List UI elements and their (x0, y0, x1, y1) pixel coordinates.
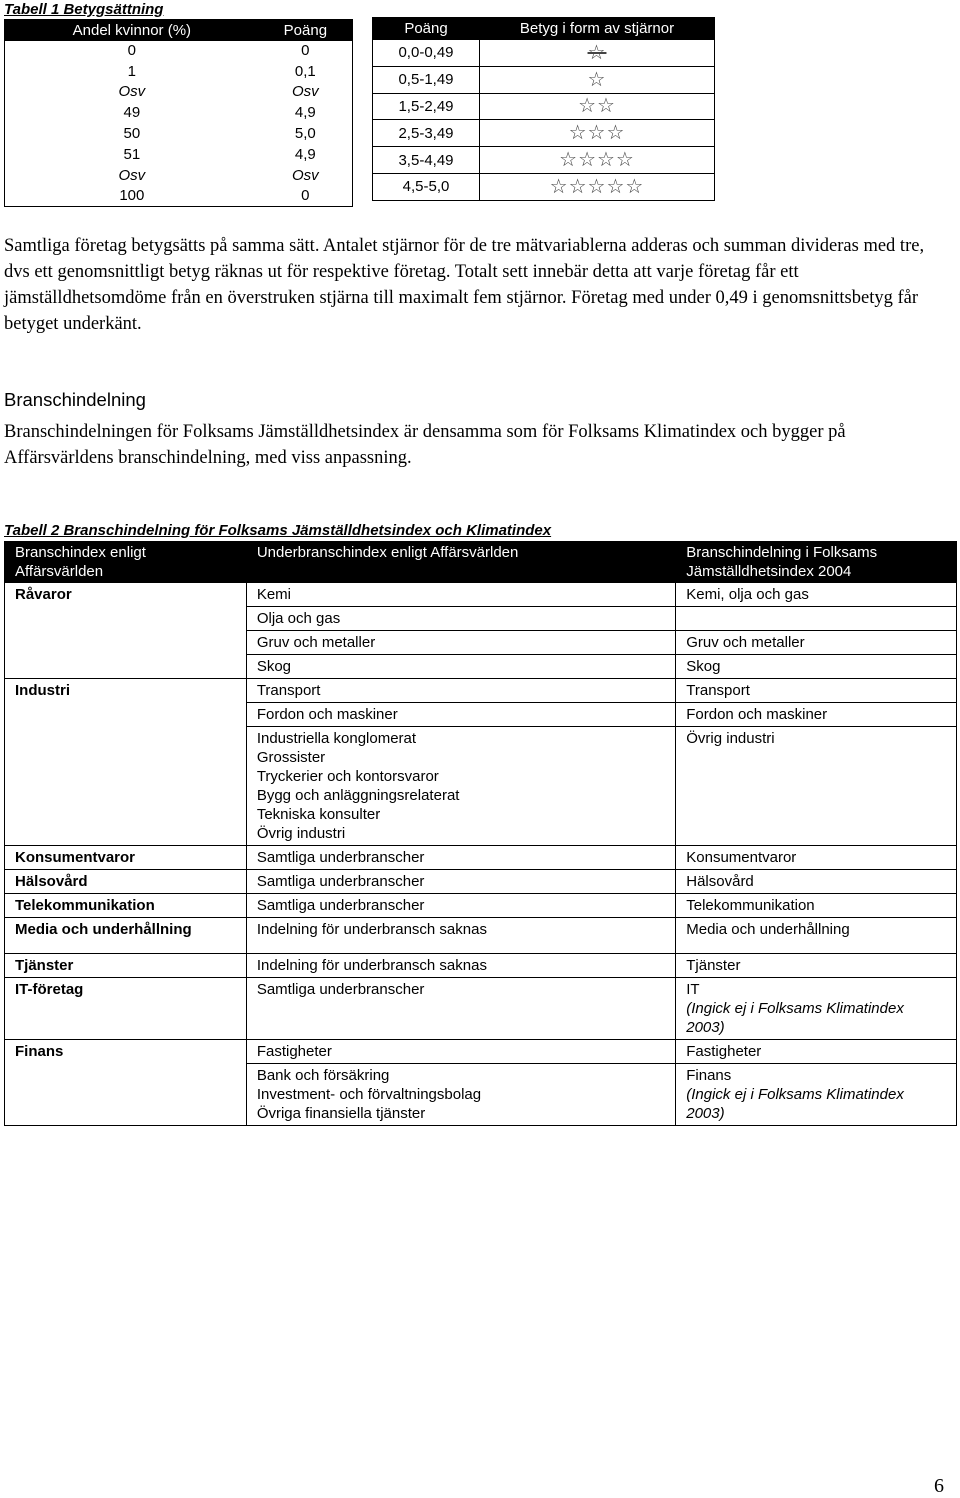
grading-points-table (4, 19, 353, 207)
cell: Skog (246, 655, 675, 679)
cell: Hälsovård (5, 870, 247, 894)
table-row (5, 978, 957, 1040)
section-heading: Branschindelning (4, 389, 146, 410)
column-header: Branschindelning i Folksams Jämställdhetsindex 2004 (676, 542, 957, 583)
cell: Samtliga underbranscher (246, 870, 675, 894)
cell: Media och underhållning (5, 918, 247, 954)
note-text: (Ingick ej i Folksams Klimatindex 2003) (686, 1086, 904, 1122)
star-icon: ☆☆☆ (480, 120, 715, 147)
cell: Skog (676, 655, 957, 679)
struck-star-icon: ☆ (587, 41, 607, 64)
cell (5, 607, 247, 631)
cell: Samtliga underbranscher (246, 846, 675, 870)
cell: 0 (127, 41, 137, 59)
cell: 1,5-2,49 (373, 93, 480, 120)
cell: Osv (292, 83, 319, 101)
cell: IT-företag (5, 978, 247, 1040)
column-header: Poäng (259, 20, 353, 41)
star-icon: ☆☆☆☆☆ (480, 173, 715, 200)
cell: 51 (123, 145, 141, 163)
cell: 4,9 (294, 145, 316, 163)
cell: Finans (5, 1040, 247, 1064)
cell: Industriella konglomerat Grossister Tryckerier och kontorsvaror Bygg och anläggningsrelaterat Tekniska konsulter Övrig industri (246, 727, 675, 846)
cell: Gruv och metaller (676, 631, 957, 655)
cell: Transport (246, 679, 675, 703)
cell: Telekommunikation (5, 894, 247, 918)
table-row (5, 703, 957, 727)
table-row (373, 147, 715, 174)
cell: Indelning för underbransch saknas (246, 954, 675, 978)
note-text: (Ingick ej i Folksams Klimatindex 2003) (686, 1000, 904, 1036)
table-row (5, 846, 957, 870)
cell: Bank och försäkring Investment- och förvaltningsbolag Övriga finansiella tjänster (246, 1064, 675, 1126)
cell (5, 631, 247, 655)
table-row (5, 144, 353, 165)
cell: Industri (5, 679, 247, 703)
cell (5, 727, 247, 846)
star-icon: ☆☆ (480, 93, 715, 120)
cell: 49 (123, 104, 141, 122)
table-row (5, 165, 353, 186)
cell: 0 (301, 187, 310, 205)
cell: 3,5-4,49 (373, 147, 480, 174)
column-header: Andel kvinnor (%) (5, 20, 259, 41)
table-row (5, 1064, 957, 1126)
cell: 50 (123, 125, 141, 143)
table1-title: Tabell 1 Betygsättning (4, 1, 164, 18)
table-row (5, 82, 353, 103)
table-row (5, 894, 957, 918)
cell: 2,5-3,49 (373, 120, 480, 147)
table-row (373, 120, 715, 147)
table-row (5, 679, 957, 703)
body-paragraph: Branschindelningen för Folksams Jämställdhetsindex är densamma som för Folksams Klimatindex och bygger på Affärsvärldens branschindelning, med viss anpassning. (4, 422, 846, 468)
cell: Övrig industri (676, 727, 957, 846)
cell: Fordon och maskiner (676, 703, 957, 727)
cell: 4,9 (294, 104, 316, 122)
cell: Fordon och maskiner (246, 703, 675, 727)
cell (5, 655, 247, 679)
page-number: 6 (934, 1475, 944, 1497)
star-icon: ☆☆☆☆ (480, 147, 715, 174)
star-icon: ☆ (480, 66, 715, 93)
column-header: Betyg i form av stjärnor (480, 18, 715, 40)
cell: Konsumentvaror (5, 846, 247, 870)
cell: Transport (676, 679, 957, 703)
cell: Fastigheter (676, 1040, 957, 1064)
industry-classification-table (4, 541, 957, 1126)
body-paragraph: Samtliga företag betygsätts på samma sätt. Antalet stjärnor för de tre mätvariablerna adderas och summan divideras med tre, dvs ett genomsnittligt betyg räknas ut för respektive företag. Totalt sett innebär detta att varje företag får ett jämställdhetsomdöme från en överstruken stjärna till maximalt fem stjärnor. Företag med under 0,49 i genomsnittsbetyg får betyget underkänt. (4, 236, 925, 334)
cell: 0,5-1,49 (373, 66, 480, 93)
table-row (5, 124, 353, 145)
cell (676, 978, 957, 1040)
table-row (373, 173, 715, 200)
cell-text: IT (686, 981, 700, 998)
cell: Konsumentvaror (676, 846, 957, 870)
star-rating-table (372, 17, 715, 201)
cell: Fastigheter (246, 1040, 675, 1064)
table-row (5, 655, 957, 679)
table-row (5, 41, 353, 62)
table-row (5, 631, 957, 655)
cell: Osv (118, 166, 146, 184)
table-row (5, 870, 957, 894)
table-row (373, 66, 715, 93)
cell-text: Finans (686, 1067, 732, 1084)
cell: Tjänster (676, 954, 957, 978)
star-icon (480, 40, 715, 67)
cell (676, 1064, 957, 1126)
cell: 0,0-0,49 (373, 40, 480, 67)
cell: 0 (301, 41, 310, 59)
table-row (5, 583, 957, 607)
table-row (5, 954, 957, 978)
cell: 0,1 (294, 62, 316, 80)
cell: 100 (119, 187, 145, 205)
cell: Kemi (246, 583, 675, 607)
column-header: Branschindex enligt Affärsvärlden (5, 542, 247, 583)
table-row (5, 186, 353, 207)
cell: Tjänster (5, 954, 247, 978)
column-header: Underbranschindex enligt Affärsvärlden (246, 542, 675, 583)
column-header: Poäng (373, 18, 480, 40)
cell: 4,5-5,0 (373, 173, 480, 200)
table-row (373, 93, 715, 120)
table-row (5, 607, 957, 631)
cell: Media och underhållning (676, 918, 957, 954)
cell (5, 703, 247, 727)
table-row (5, 103, 353, 124)
table-row (5, 727, 957, 846)
cell: 1 (127, 62, 137, 80)
cell: Indelning för underbransch saknas (246, 918, 675, 954)
cell: Råvaror (5, 583, 247, 607)
cell: Samtliga underbranscher (246, 894, 675, 918)
table-row (5, 918, 957, 954)
table-row (5, 1040, 957, 1064)
cell: 5,0 (294, 125, 316, 143)
cell (676, 607, 957, 631)
cell: Kemi, olja och gas (686, 586, 809, 603)
cell: Osv (118, 83, 146, 101)
table2-title: Tabell 2 Branschindelning för Folksams Jämställdhetsindex och Klimatindex (4, 522, 552, 539)
cell: Osv (292, 166, 319, 184)
cell: Gruv och metaller (246, 631, 675, 655)
cell: Olja och gas (246, 607, 675, 631)
cell: Hälsovård (676, 870, 957, 894)
cell (5, 1064, 247, 1126)
table-row (373, 40, 715, 67)
cell: Telekommunikation (676, 894, 957, 918)
table-row (5, 61, 353, 82)
cell: Samtliga underbranscher (246, 978, 675, 1040)
